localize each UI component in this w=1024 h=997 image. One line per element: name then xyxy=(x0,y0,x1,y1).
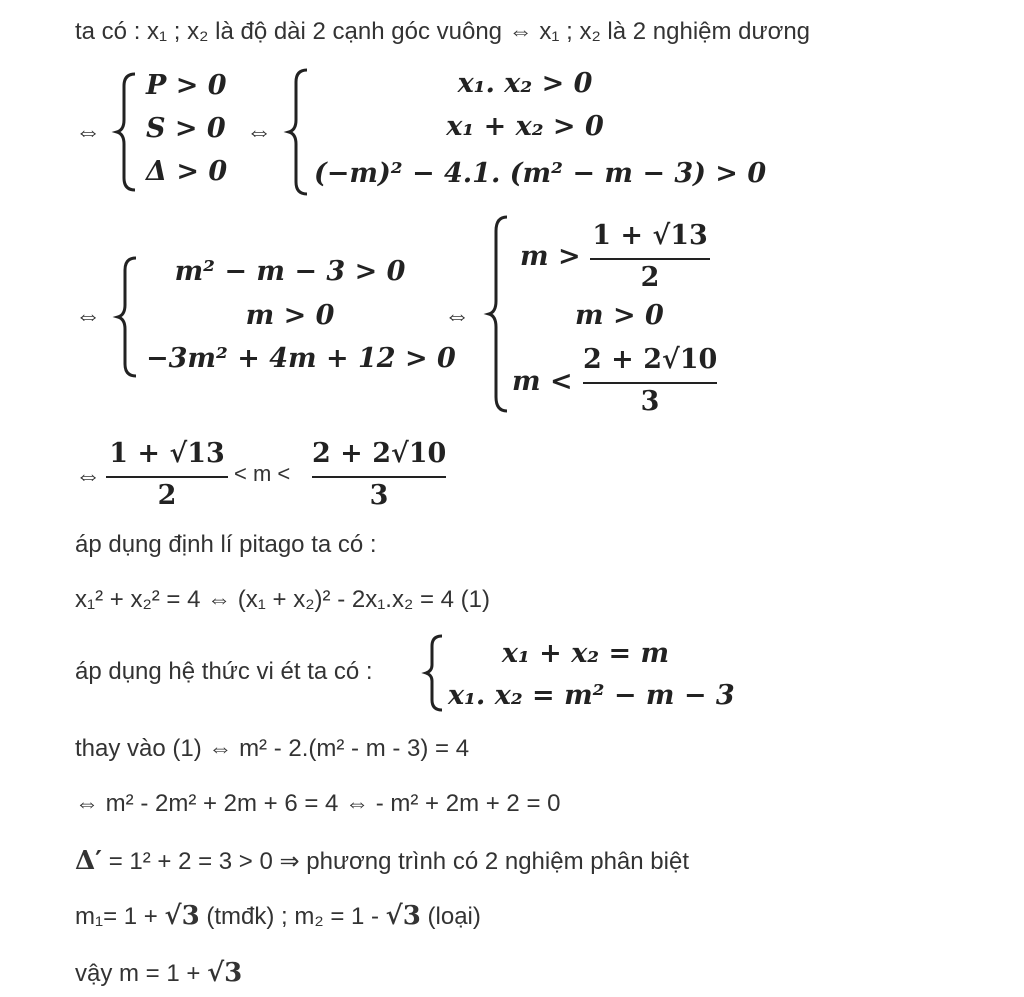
conclusion-line xyxy=(75,960,242,986)
sys1-right-line: x₁ + x₂ > 0 xyxy=(446,111,604,142)
left-brace-icon xyxy=(115,72,139,192)
root2-status: (loại) xyxy=(420,903,481,930)
fraction-bar xyxy=(106,476,228,478)
iff-symbol: ⇔ xyxy=(75,300,101,330)
left-brace-icon xyxy=(424,634,446,712)
sqrt-3: √3 xyxy=(207,958,243,988)
fraction xyxy=(312,440,446,512)
roots-line xyxy=(75,903,481,929)
sys2-right-prefix: m < xyxy=(512,366,573,397)
root1-text: m₁= 1 + xyxy=(75,903,165,930)
pitago-line: áp dụng định lí pitago ta có : xyxy=(75,531,377,558)
fraction-denominator: 3 xyxy=(640,386,660,417)
delta-symbol: Δ′ xyxy=(75,846,103,876)
sys1-left-line: Δ > 0 xyxy=(146,156,228,187)
sys2-right-line: m > 0 xyxy=(575,300,664,331)
fraction-bar xyxy=(312,476,446,478)
intro-line: ta có : x₁ ; x₂ là độ dài 2 cạnh góc vuông ⇔ x₁ ; x₂ là 2 nghiệm dương xyxy=(75,18,811,45)
sys2-left-line: m > 0 xyxy=(245,300,335,331)
fraction xyxy=(106,440,228,512)
range-middle: < m < xyxy=(234,461,291,486)
fraction-denominator: 3 xyxy=(369,480,389,511)
fraction-bar xyxy=(583,382,717,384)
viet-system-line: x₁. x₂ = m² − m − 3 xyxy=(448,680,735,711)
fraction xyxy=(583,346,717,418)
left-brace-icon xyxy=(487,215,511,413)
sys2-left-line: m² − m − 3 > 0 xyxy=(174,256,406,287)
root2-text: (tmđk) ; m₂ = 1 - xyxy=(199,903,386,930)
sys1-left-line: P > 0 xyxy=(146,70,227,101)
sys1-left-line: S > 0 xyxy=(146,113,226,144)
left-brace-icon xyxy=(116,256,140,378)
delta-text: = 1² + 2 = 3 > 0 ⇒ phương trình có 2 nghiệm phân biệt xyxy=(102,848,689,875)
iff-symbol: ⇔ xyxy=(75,116,101,146)
sys2-left-line: −3m² + 4m + 12 > 0 xyxy=(146,343,456,374)
sys1-right-line: x₁. x₂ > 0 xyxy=(457,68,593,99)
sqrt-3: √3 xyxy=(164,901,200,931)
sqrt-3: √3 xyxy=(385,901,421,931)
viet-line: áp dụng hệ thức vi ét ta có : xyxy=(75,658,373,685)
viet-system-line: x₁ + x₂ = m xyxy=(501,638,670,669)
iff-symbol: ⇔ xyxy=(246,116,272,146)
fraction xyxy=(590,222,710,294)
fraction-numerator: 1 + √13 xyxy=(109,438,225,469)
substitute-line: thay vào (1) ⇔ m² - 2.(m² - m - 3) = 4 xyxy=(75,735,470,762)
fraction-numerator: 1 + √13 xyxy=(592,220,708,251)
equation-2-line: ⇔ m² - 2m² + 2m + 6 = 4 ⇔ - m² + 2m + 2 = 0 xyxy=(75,790,561,817)
sys1-right-line: (−m)² − 4.1. (m² − m − 3) > 0 xyxy=(314,158,767,189)
left-brace-icon xyxy=(287,68,311,196)
conclusion-text: vậy m = 1 + xyxy=(75,960,208,987)
delta-line xyxy=(75,848,689,874)
fraction-numerator: 2 + 2√10 xyxy=(583,344,718,375)
fraction-numerator: 2 + 2√10 xyxy=(312,438,447,469)
sys2-right-prefix: m > xyxy=(520,241,581,272)
equation-1-line: x₁² + x₂² = 4 ⇔ (x₁ + x₂)² - 2x₁.x₂ = 4 (1) xyxy=(75,586,490,613)
fraction-denominator: 2 xyxy=(157,480,177,511)
iff-symbol: ⇔ xyxy=(75,460,101,490)
iff-symbol: ⇔ xyxy=(444,300,470,330)
fraction-denominator: 2 xyxy=(640,262,660,293)
fraction-bar xyxy=(590,258,710,260)
